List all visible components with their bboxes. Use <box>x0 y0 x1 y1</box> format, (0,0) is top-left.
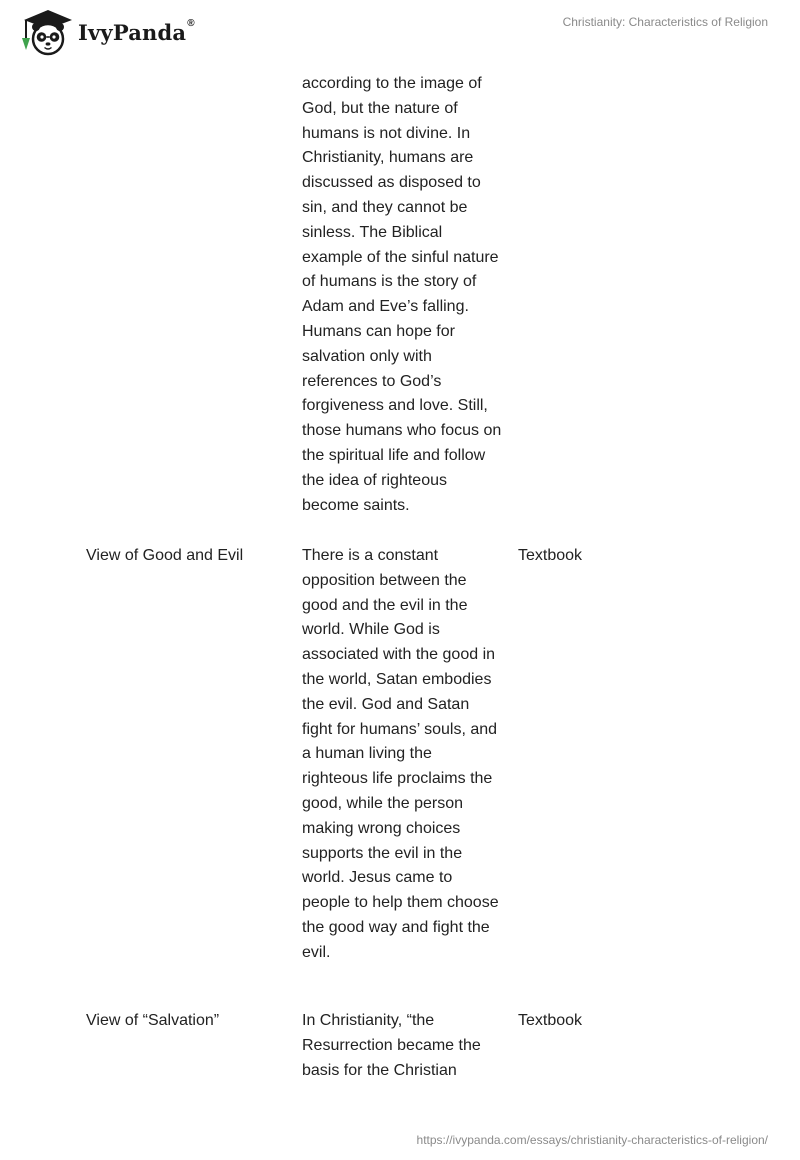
brand-name: IvyPanda® <box>78 17 195 45</box>
source-url[interactable]: https://ivypanda.com/essays/christianity-characteristics-of-religion/ <box>416 1133 768 1147</box>
panda-graduate-icon <box>16 8 74 56</box>
aspect-cell: View of Good and Evil <box>86 547 244 564</box>
description-cell: according to the image of God, but the nature of humans is not divine. In Christianity, humans are discussed as disposed to sin, and they cannot be sinless. The Biblical example of the sinful nature of humans is the story of Adam and Eve’s falling. Humans can hope for salvation only with references to God’s forgiveness and love. Still, those humans who focus on the spiritual life and follow the idea of righteous become saints. <box>302 75 502 514</box>
comparison-table <box>86 72 726 1089</box>
aspect-cell: View of “Salvation” <box>86 1012 220 1029</box>
ivypanda-logo[interactable] <box>16 8 195 56</box>
table-row-good-and-evil <box>86 544 726 1009</box>
document-title: Christianity: Characteristics of Religion <box>562 15 768 29</box>
description-cell: In Christianity, “the Resurrection became the basis for the Christian <box>302 1012 481 1079</box>
table-row-salvation <box>86 1009 726 1089</box>
table-row-human-nature <box>86 72 726 544</box>
source-cell: Textbook <box>518 547 583 564</box>
page-header <box>0 0 800 64</box>
description-cell: There is a constant opposition between the good and the evil in the world. While God is associated with the good in the world, Satan embodies the evil. God and Satan fight for humans’ souls, and a human living the righteous life proclaims the good, while the person making wrong choices supports the evil in the world. Jesus came to people to help them choose the good way and fight the evil. <box>302 547 499 961</box>
source-cell: Textbook <box>518 1012 583 1029</box>
